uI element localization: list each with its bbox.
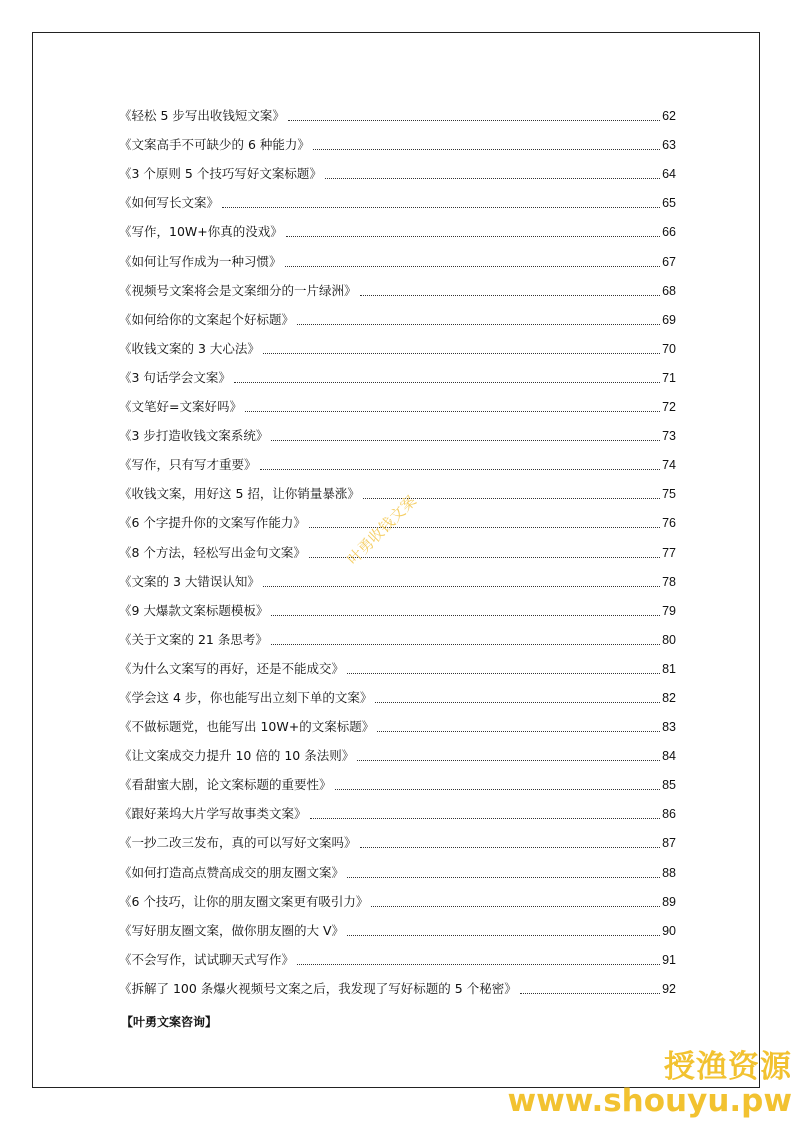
toc-entry-title: 《8 个方法，轻松写出金句文案》 — [119, 544, 306, 560]
toc-entry-page-number: 88 — [662, 865, 676, 880]
toc-dot-leader — [335, 788, 661, 790]
toc-entry[interactable] — [119, 155, 676, 184]
toc-entry-title: 《如何给你的文案起个好标题》 — [119, 311, 295, 327]
toc-entry[interactable] — [119, 359, 676, 388]
toc-entry-page-number: 75 — [662, 487, 676, 502]
toc-dot-leader — [271, 643, 660, 645]
toc-entry[interactable] — [119, 853, 676, 882]
toc-entry[interactable] — [119, 563, 676, 592]
toc-entry[interactable] — [119, 941, 676, 970]
toc-entry[interactable] — [119, 330, 676, 359]
toc-dot-leader — [325, 177, 660, 179]
toc-entry-title: 《看甜蜜大剧，论文案标题的重要性》 — [119, 777, 332, 793]
toc-entry-page-number: 65 — [662, 196, 676, 211]
toc-entry[interactable] — [119, 912, 676, 941]
toc-entry[interactable] — [119, 679, 676, 708]
toc-entry[interactable] — [119, 242, 676, 271]
toc-entry-title: 《文笔好=文案好吗》 — [119, 399, 242, 415]
table-of-contents — [119, 97, 676, 999]
toc-entry-page-number: 71 — [662, 370, 676, 385]
toc-dot-leader — [245, 410, 660, 412]
center-watermark: 叶勇收钱文案 — [343, 491, 420, 569]
toc-dot-leader — [260, 468, 661, 470]
toc-dot-leader — [357, 759, 660, 761]
toc-dot-leader — [234, 381, 660, 383]
toc-entry-page-number: 70 — [662, 341, 676, 356]
toc-dot-leader — [313, 148, 660, 150]
toc-entry[interactable] — [119, 795, 676, 824]
toc-entry-title: 《跟好莱坞大片学写故事类文案》 — [119, 806, 307, 822]
toc-entry-title: 《写好朋友圈文案，做你朋友圈的大 V》 — [119, 922, 345, 938]
toc-entry-title: 《让文案成交力提升 10 倍的 10 条法则》 — [119, 748, 355, 764]
toc-dot-leader — [286, 235, 660, 237]
toc-entry[interactable] — [119, 766, 676, 795]
toc-entry-title: 《3 句话学会文案》 — [119, 369, 231, 385]
toc-entry[interactable] — [119, 970, 676, 999]
toc-entry-title: 《如何写长文案》 — [119, 195, 220, 211]
toc-entry-title: 《写作，只有写才重要》 — [119, 457, 257, 473]
toc-entry[interactable] — [119, 824, 676, 853]
toc-entry[interactable] — [119, 301, 676, 330]
toc-dot-leader — [288, 119, 660, 121]
corner-watermark-url: www.shouyu.pw — [507, 1083, 792, 1119]
toc-entry-page-number: 63 — [662, 138, 676, 153]
toc-entry-title: 《6 个技巧，让你的朋友圈文案更有吸引力》 — [119, 893, 369, 909]
toc-dot-leader — [310, 817, 661, 819]
toc-entry-page-number: 82 — [662, 690, 676, 705]
corner-watermark-site-name: 授渔资源 — [664, 1049, 792, 1085]
toc-entry[interactable] — [119, 97, 676, 126]
toc-entry-title: 《3 个原则 5 个技巧写好文案标题》 — [119, 166, 322, 182]
toc-entry-page-number: 68 — [662, 283, 676, 298]
toc-entry[interactable] — [119, 184, 676, 213]
toc-entry-title: 《如何打造高点赞高成交的朋友圈文案》 — [119, 864, 345, 880]
toc-entry-page-number: 85 — [662, 778, 676, 793]
toc-entry-page-number: 80 — [662, 632, 676, 647]
toc-dot-leader — [377, 730, 660, 732]
toc-dot-leader — [360, 846, 661, 848]
toc-entry-title: 《关于文案的 21 条思考》 — [119, 631, 268, 647]
toc-entry[interactable] — [119, 213, 676, 242]
toc-entry-title: 《收钱文案，用好这 5 招，让你销量暴涨》 — [119, 486, 360, 502]
toc-entry[interactable] — [119, 621, 676, 650]
toc-entry-page-number: 74 — [662, 458, 676, 473]
toc-dot-leader — [347, 876, 660, 878]
toc-entry-title: 《不会写作，试试聊天式写作》 — [119, 951, 295, 967]
toc-entry-page-number: 72 — [662, 400, 676, 415]
toc-entry[interactable] — [119, 417, 676, 446]
toc-entry-title: 《文案的 3 大错误认知》 — [119, 573, 260, 589]
toc-entry-page-number: 73 — [662, 429, 676, 444]
toc-dot-leader — [375, 701, 660, 703]
toc-dot-leader — [360, 294, 661, 296]
toc-entry-page-number: 91 — [662, 952, 676, 967]
toc-entry-page-number: 67 — [662, 254, 676, 269]
toc-dot-leader — [297, 323, 660, 325]
toc-entry[interactable] — [119, 126, 676, 155]
toc-dot-leader — [222, 206, 660, 208]
toc-entry-title: 《一抄二改三发布，真的可以写好文案吗》 — [119, 835, 357, 851]
toc-dot-leader — [263, 352, 660, 354]
toc-entry[interactable] — [119, 446, 676, 475]
toc-entry-title: 《文案高手不可缺少的 6 种能力》 — [119, 137, 310, 153]
toc-entry[interactable] — [119, 388, 676, 417]
toc-entry-page-number: 92 — [662, 981, 676, 996]
toc-entry-title: 《收钱文案的 3 大心法》 — [119, 340, 260, 356]
toc-entry-title: 《3 步打造收钱文案系统》 — [119, 428, 269, 444]
toc-entry-page-number: 79 — [662, 603, 676, 618]
toc-entry-title: 《学会这 4 步，你也能写出立刻下单的文案》 — [119, 689, 373, 705]
toc-entry-page-number: 76 — [662, 516, 676, 531]
toc-entry[interactable] — [119, 272, 676, 301]
toc-dot-leader — [520, 992, 660, 994]
toc-entry-page-number: 86 — [662, 807, 676, 822]
toc-entry-page-number: 64 — [662, 167, 676, 182]
toc-dot-leader — [285, 265, 661, 267]
toc-entry-title: 《视频号文案将会是文案细分的一片绿洲》 — [119, 282, 357, 298]
toc-entry-page-number: 84 — [662, 749, 676, 764]
toc-entry-title: 《轻松 5 步写出收钱短文案》 — [119, 108, 285, 124]
toc-entry-page-number: 87 — [662, 836, 676, 851]
toc-entry-page-number: 77 — [662, 545, 676, 560]
toc-entry[interactable] — [119, 592, 676, 621]
footer-label: 【叶勇文案咨询】 — [121, 1015, 218, 1029]
toc-entry[interactable] — [119, 533, 676, 562]
toc-entry-title: 《6 个字提升你的文案写作能力》 — [119, 515, 306, 531]
toc-entry-page-number: 66 — [662, 225, 676, 240]
toc-dot-leader — [347, 672, 660, 674]
toc-dot-leader — [263, 585, 660, 587]
toc-entry-title: 《不做标题党，也能写出 10W+的文案标题》 — [119, 719, 375, 735]
toc-entry-page-number: 89 — [662, 894, 676, 909]
toc-entry-page-number: 83 — [662, 720, 676, 735]
toc-dot-leader — [347, 934, 660, 936]
toc-dot-leader — [297, 963, 660, 965]
toc-entry-page-number: 90 — [662, 923, 676, 938]
toc-entry-title: 《写作，10W+你真的没戏》 — [119, 224, 283, 240]
toc-entry-page-number: 62 — [662, 109, 676, 124]
toc-entry-page-number: 81 — [662, 661, 676, 676]
toc-entry[interactable] — [119, 737, 676, 766]
toc-entry[interactable] — [119, 708, 676, 737]
toc-dot-leader — [271, 614, 660, 616]
toc-dot-leader — [371, 905, 660, 907]
toc-entry-title: 《为什么文案写的再好，还是不能成交》 — [119, 660, 345, 676]
toc-dot-leader — [271, 439, 660, 441]
toc-entry-title: 《拆解了 100 条爆火视频号文案之后，我发现了写好标题的 5 个秘密》 — [119, 980, 517, 996]
toc-entry-page-number: 78 — [662, 574, 676, 589]
toc-entry-page-number: 69 — [662, 312, 676, 327]
toc-dot-leader — [309, 526, 660, 528]
toc-entry[interactable] — [119, 650, 676, 679]
toc-entry[interactable] — [119, 883, 676, 912]
toc-entry-title: 《9 大爆款文案标题模板》 — [119, 602, 269, 618]
toc-entry-title: 《如何让写作成为一种习惯》 — [119, 253, 282, 269]
